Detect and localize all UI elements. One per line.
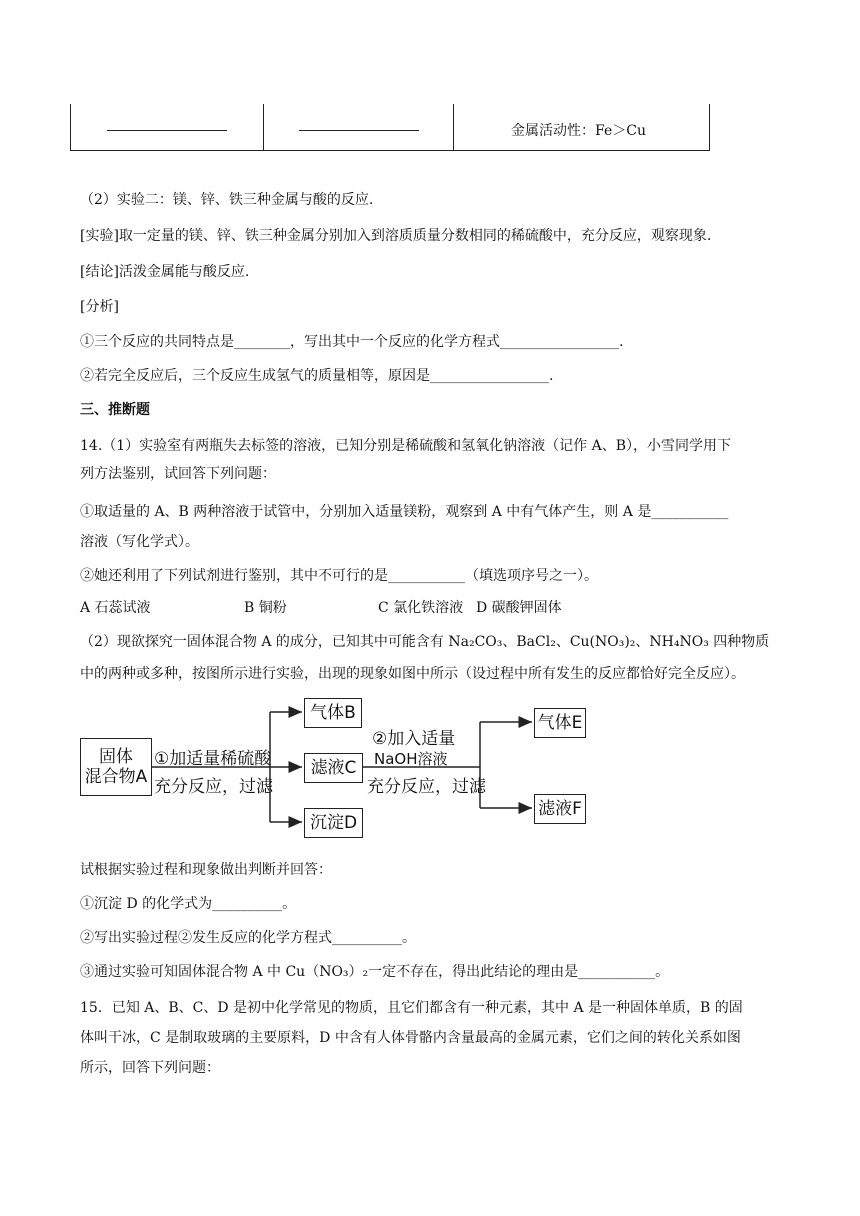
option-a: A 石蕊试液 <box>80 600 151 616</box>
q14-part2-1: （2）现欲探究一固体混合物 A 的成分，已知其中可能含有 Na₂CO₃、BaCl₂、Cu(NO₃)₂、NH₄NO₃ 四种物质 <box>80 634 770 650</box>
box-gas-b: 气体B <box>304 698 362 728</box>
answer-blank <box>299 130 419 131</box>
box-solid-mixture-a <box>80 738 152 796</box>
q15-text-3: 所示，回答下列问题： <box>80 1060 220 1076</box>
analysis-q1: ①三个反应的共同特点是________，写出其中一个反应的化学方程式_________________. <box>80 334 624 350</box>
table-cell-2 <box>263 104 454 150</box>
step2-operation: 充分反应，过滤 <box>367 777 486 797</box>
section-title: 三、推断题 <box>80 402 150 418</box>
option-d: D 碳酸钾固体 <box>476 600 562 616</box>
conclusion-text: [结论]活泼金属能与酸反应. <box>80 264 250 280</box>
experiment-flowchart <box>80 698 600 838</box>
step2-reagent: ②加入适量 <box>372 729 456 749</box>
analysis-q2: ②若完全反应后，三个反应生成氢气的质量相等，原因是_________________. <box>80 368 554 384</box>
option-b: B 铜粉 <box>244 600 287 616</box>
q14-part2-prompt: 试根据实验过程和现象做出判断并回答： <box>80 862 332 878</box>
answer-blank <box>107 130 227 131</box>
q14-text-5: ②她还利用了下列试剂进行鉴别，其中不可行的是___________（填选项序号之一）。 <box>80 568 598 584</box>
experiment2-heading: （2）实验二：镁、锌、铁三种金属与酸的反应. <box>80 192 374 208</box>
box-precipitate-d: 沉淀D <box>304 808 363 838</box>
step2-reagent-naoh: NaOH溶液 <box>374 750 448 768</box>
analysis-heading: [分析] <box>80 299 119 315</box>
result-table-row <box>70 104 710 151</box>
q14-text-4: 溶液（写化学式）。 <box>80 534 199 550</box>
q14-part2-q3: ③通过实验可知固体混合物 A 中 Cu（NO₃）₂一定不存在，得出此结论的理由是___________。 <box>80 964 670 980</box>
option-c: C 氯化铁溶液 <box>378 600 464 616</box>
step1-reagent: ①加适量稀硫酸 <box>154 749 272 769</box>
box-gas-e: 气体E <box>534 708 586 738</box>
q15-text-2: 体叫干冰，C 是制取玻璃的主要原料，D 中含有人体骨骼内含量最高的金属元素，它们之间的转化关系如图 <box>80 1030 741 1046</box>
q14-text-2: 列方法鉴别，试回答下列问题： <box>80 466 276 482</box>
box-label: 混合物A <box>84 767 148 787</box>
table-conclusion: 金属活动性：Fe＞Cu <box>511 123 646 139</box>
q14-part2-q1: ①沉淀 D 的化学式为__________。 <box>80 896 297 912</box>
q15-text-1: 15．已知 A、B、C、D 是初中化学常见的物质，且它们都含有一种元素，其中 A 是一种固体单质，B 的固 <box>80 1000 743 1016</box>
table-cell-1 <box>71 104 264 150</box>
experiment-text: [实验]取一定量的镁、锌、铁三种金属分别加入到溶质质量分数相同的稀硫酸中，充分反应，观察现象. <box>80 228 712 244</box>
box-filtrate-c: 滤液C <box>304 753 363 783</box>
q14-text-3: ①取适量的 A、B 两种溶液于试管中，分别加入适量镁粉，观察到 A 中有气体产生，则 A 是___________ <box>80 504 729 520</box>
step1-operation: 充分反应，过滤 <box>154 777 273 797</box>
q14-part2-2: 中的两种或多种，按图所示进行实验，出现的现象如图中所示（设过程中所有发生的反应都恰好完全反应）。 <box>80 666 745 682</box>
box-filtrate-f: 滤液F <box>534 794 586 824</box>
q14-part2-q2: ②写出实验过程②发生反应的化学方程式__________。 <box>80 930 416 946</box>
box-label: 固体 <box>99 747 133 767</box>
q14-text-1: 14.（1）实验室有两瓶失去标签的溶液，已知分别是稀硫酸和氢氧化钠溶液（记作 A、B），小雪同学用下 <box>80 438 732 454</box>
